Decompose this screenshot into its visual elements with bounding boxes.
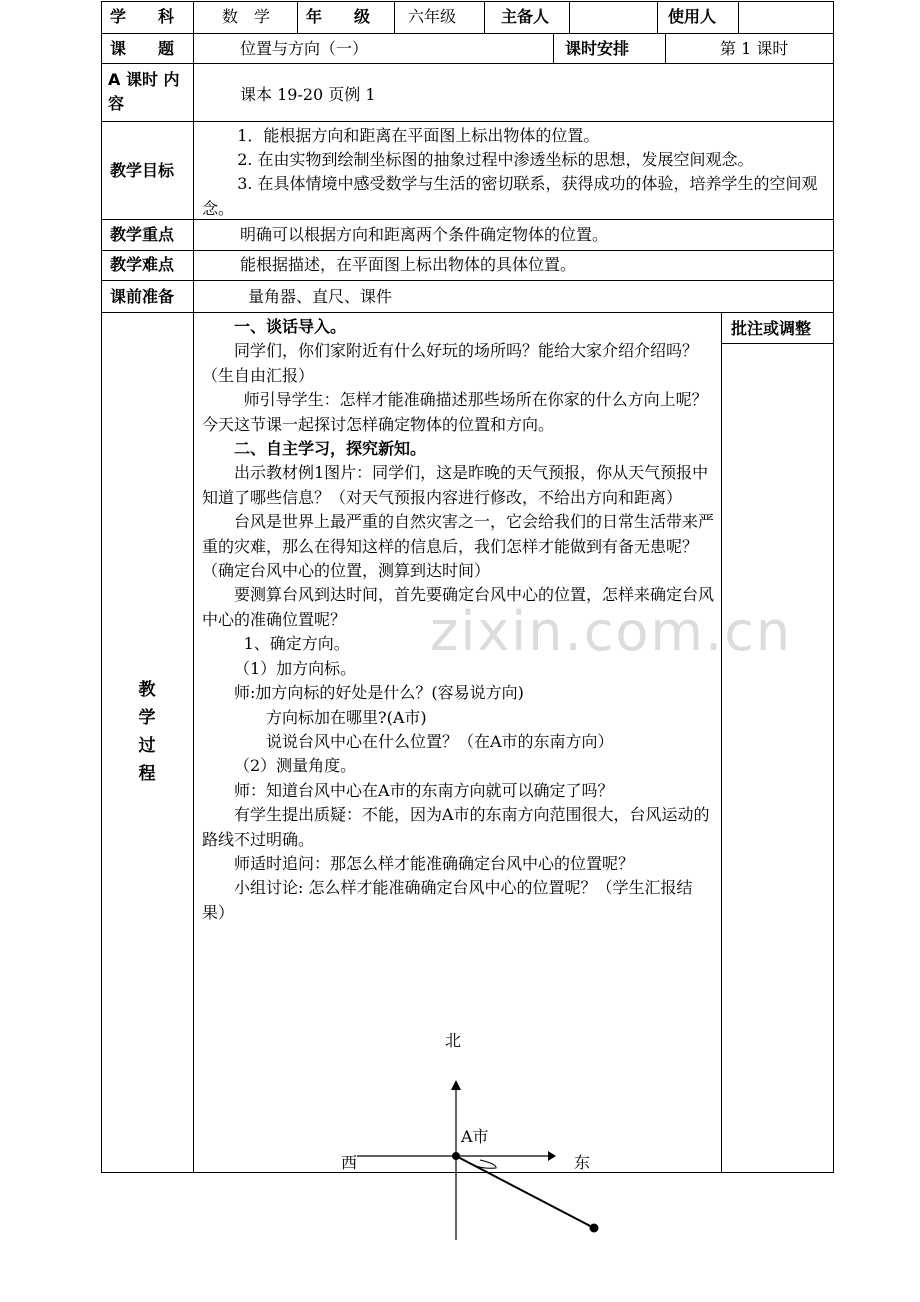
paragraph: 同学们，你们家附近有什么好玩的场所吗？能给大家介绍介绍吗？（生自由汇报） [202, 341, 699, 385]
content-label: A 课时 内容 [108, 70, 180, 113]
paragraph: 说说台风中心在什么位置？（在A市的东南方向） [266, 731, 614, 751]
paragraph: 台风是世界上最严重的自然灾害之一，它会给我们的日常生活带来严重的灾难，那么在得知这样的信息后，我们怎样才能做到有备无患呢？（确定台风中心的位置，测算到达时间） [202, 512, 715, 581]
preparation-label: 课前准备 [110, 287, 175, 306]
west-label: 西 [341, 1153, 358, 1172]
city-label: A市 [461, 1127, 489, 1146]
goal-item: 3. 在具体情境中感受数学与生活的密切联系，获得成功的体验，培养学生的空间观念。 [202, 174, 818, 218]
paragraph: 1、确定方向。 [243, 634, 350, 654]
paragraph: 要测算台风到达时间，首先要确定台风中心的位置，怎样来确定台风中心的准确位置呢？ [202, 585, 715, 629]
process-label: 教 学 过 程 [138, 680, 156, 784]
paragraph: 方向标加在哪里?(A市) [266, 707, 427, 727]
angle-arc [476, 1160, 496, 1168]
goals-label: 教学目标 [110, 161, 175, 180]
topic-value: 位置与方向（一） [240, 39, 369, 58]
paragraph: 师引导学生：怎样才能准确描述那些场所在你家的什么方向上呢？今天这节课一起探讨怎样确定物体的位置和方向。 [202, 390, 708, 434]
typhoon-point [590, 1224, 599, 1233]
goal-item: 1．能根据方向和距离在平面图上标出物体的位置。 [237, 126, 600, 145]
grade-value: 六年级 [408, 7, 457, 26]
east-label: 东 [574, 1153, 591, 1172]
city-point [452, 1152, 460, 1160]
process-body [202, 315, 716, 925]
paragraph: 师:加方向标的好处是什么？(容易说方向) [234, 683, 524, 703]
paragraph: 有学生提出质疑：不能，因为A市的东南方向范围很大，台风运动的路线不过明确。 [202, 805, 710, 849]
section-heading: 二、自主学习，探究新知。 [234, 439, 427, 459]
section-heading: 一、谈话导入。 [234, 317, 347, 336]
paragraph: （2）测量角度。 [234, 756, 357, 776]
topic-label: 课 题 [110, 39, 175, 58]
key-point-value: 明确可以根据方向和距离两个条件确定物体的位置。 [240, 225, 609, 244]
preparation-value: 量角器、直尺、课件 [248, 287, 393, 306]
paragraph: 师适时追问：那怎么样才能准确确定台风中心的位置呢？ [234, 853, 635, 873]
preparer-label: 主备人 [501, 7, 550, 26]
paragraph: （1）加方向标。 [234, 658, 357, 678]
paragraph: 师：知道台风中心在A市的东南方向就可以确定了吗？ [234, 780, 614, 800]
difficulty-value: 能根据描述，在平面图上标出物体的具体位置。 [240, 255, 577, 274]
subject-value: 数 学 [222, 7, 271, 26]
goal-item: 2. 在由实物到绘制坐标图的抽象过程中渗透坐标的思想，发展空间观念。 [237, 150, 754, 170]
notes-header: 批注或调整 [731, 319, 812, 338]
east-arrowhead [548, 1151, 556, 1161]
schedule-value: 第 1 课时 [720, 39, 789, 58]
north-label: 北 [445, 1031, 462, 1050]
difficulty-label: 教学难点 [110, 255, 175, 274]
user-label: 使用人 [668, 7, 717, 26]
goals-list [202, 124, 832, 221]
grade-label: 年 级 [306, 7, 371, 26]
paragraph: 出示教材例1图片：同学们，这是昨晚的天气预报，你从天气预报中知道了哪些信息？（对天气预报内容进行修改，不给出方向和距离） [202, 463, 709, 507]
key-point-label: 教学重点 [110, 225, 175, 244]
north-arrowhead [451, 1080, 461, 1090]
watermark-text: zixin.com.cn [430, 600, 793, 663]
paragraph: 小组讨论: 怎么样才能准确确定台风中心的位置呢？（学生汇报结果） [202, 878, 693, 922]
schedule-label: 课时安排 [565, 39, 630, 58]
subject-label: 学 科 [110, 7, 175, 26]
content-value: 课本 19-20 页例 1 [240, 85, 376, 104]
